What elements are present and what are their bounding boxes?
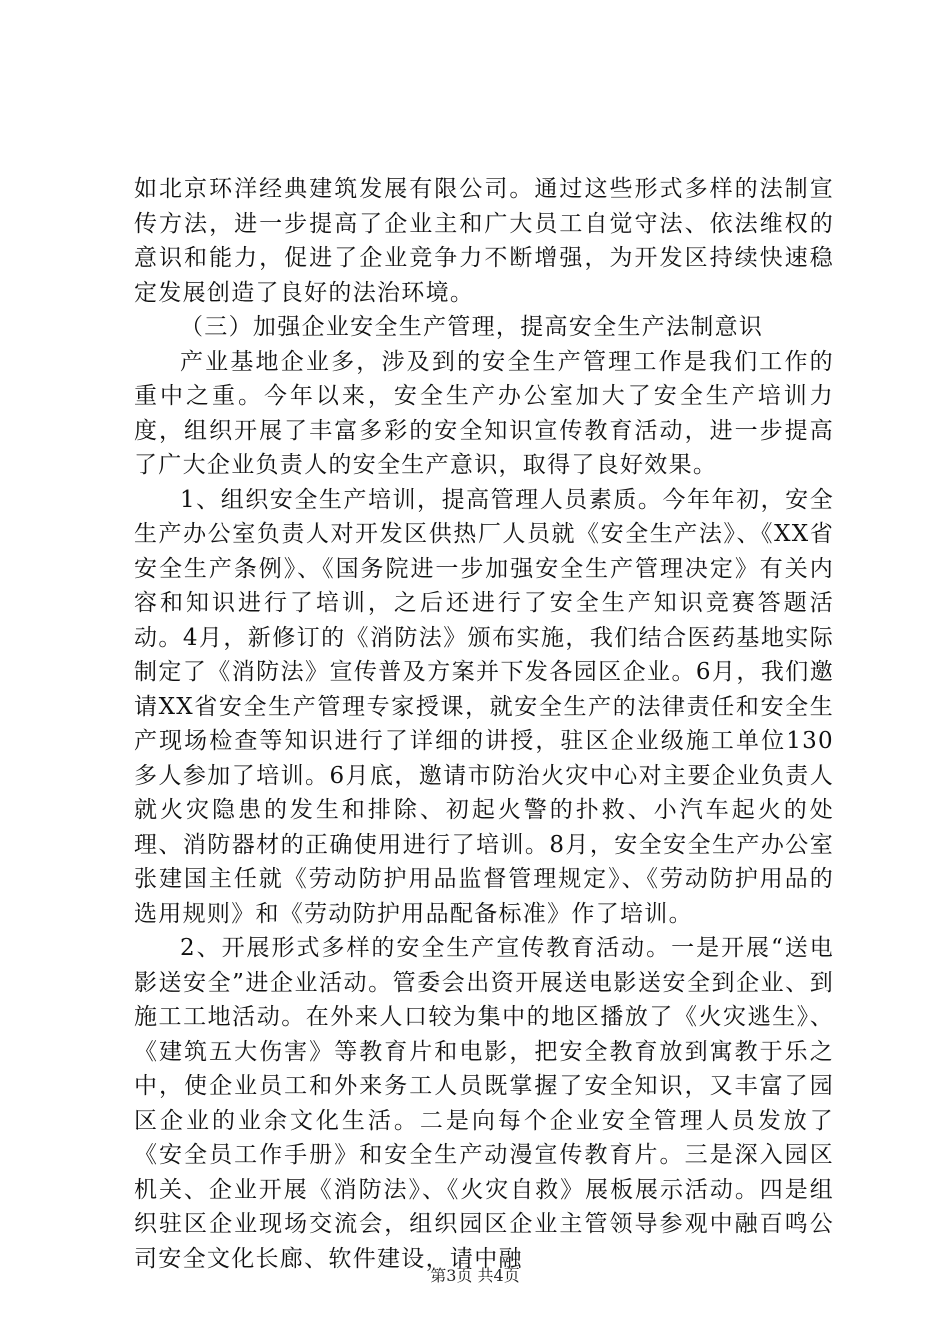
paragraph-item-2: 2、开展形式多样的安全生产宣传教育活动。一是开展“送电影送安全”进企业活动。管委会出资开展送电影送安全到企业、到施工工地活动。在外来人口较为集中的地区播放了《火灾逃生》、《建筑五大伤害》等教育片和电影，把安全教育放到寓教于乐之中，使企业员工和外来务工人员既掌握了安全知识，又丰富了园区企业的业余文化生活。二是向每个企业安全管理人员发放了《安全员工作手册》和安全生产动漫宣传教育片。三是深入园区机关、企业开展《消防法》、《火灾自救》展板展示活动。四是组织驻区企业现场交流会，组织园区企业主管领导参观中融百鸣公司安全文化长廊、软件建设，请中融 — [134, 935, 834, 1272]
page-number-footer: 第3页 共4页 — [430, 1266, 520, 1285]
paragraph-item-1: 1、组织安全生产培训，提高管理人员素质。今年年初，安全生产办公室负责人对开发区供热厂人员就《安全生产法》、《XX省安全生产条例》、《国务院进一步加强安全生产管理决定》有关内容和知识进行了培训，之后还进行了安全生产知识竞赛答题活动。4月，新修订的《消防法》颁布实施，我们结合医药基地实际制定了《消防法》宣传普及方案并下发各园区企业。6月，我们邀请XX省安全生产管理专家授课，就安全生产的法律责任和安全生产现场检查等知识进行了详细的讲授，驻区企业级施工单位130多人参加了培训。6月底，邀请市防治火灾中心对主要企业负责人就火灾隐患的发生和排除、初起火警的扑救、小汽车起火的处理、消防器材的正确使用进行了培训。8月，安全安全生产办公室张建国主任就《劳动防护用品监督管理规定》、《劳动防护用品的选用规则》和《劳动防护用品配备标准》作了培训。 — [134, 486, 834, 927]
paragraph-intro: 产业基地企业多，涉及到的安全生产管理工作是我们工作的重中之重。今年以来，安全生产办公室加大了安全生产培训力度，组织开展了丰富多彩的安全知识宣传教育活动，进一步提高了广大企业负责人的安全生产意识，取得了良好效果。 — [134, 348, 834, 478]
section-heading: （三）加强企业安全生产管理，提高安全生产法制意识 — [180, 314, 764, 340]
paragraph-continuation: 如北京环洋经典建筑发展有限公司。通过这些形式多样的法制宣传方法，进一步提高了企业主和广大员工自觉守法、依法维权的意识和能力，促进了企业竞争力不断增强，为开发区持续快速稳定发展创造了良好的法治环境。 — [134, 176, 834, 306]
document-body — [134, 172, 834, 1276]
